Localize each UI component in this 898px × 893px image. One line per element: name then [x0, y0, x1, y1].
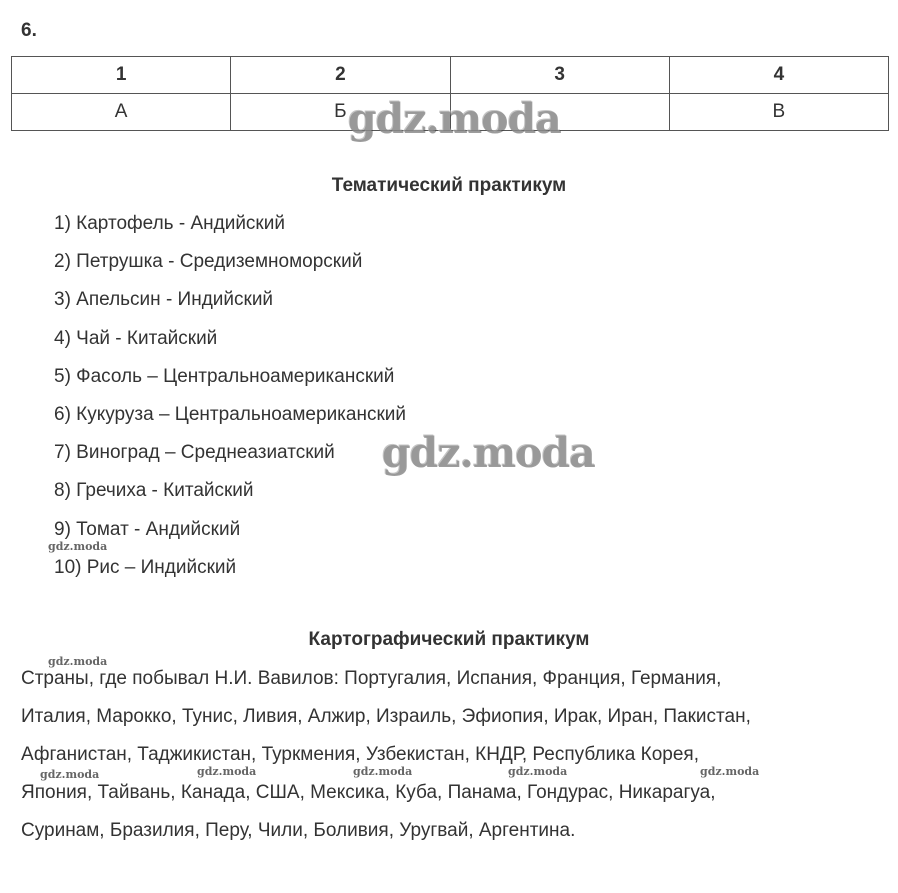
task-number: 6. — [21, 20, 37, 41]
list-item: 10) Рис – Индийский — [54, 556, 237, 578]
paragraph-line: Суринам, Бразилия, Перу, Чили, Боливия, Уругвай, Аргентина. — [21, 820, 576, 841]
answer-table-header-cell: 2 — [231, 57, 450, 94]
countries-paragraph — [21, 667, 881, 857]
answer-table-header-cell: 3 — [450, 57, 669, 94]
watermark-small: gdz.moda — [48, 655, 108, 668]
answer-table-value-cell: А — [12, 94, 231, 131]
watermark-small: gdz.moda — [508, 765, 568, 778]
list-item: 4) Чай - Китайский — [54, 327, 218, 349]
watermark-small: gdz.moda — [197, 765, 257, 778]
list-item: 7) Виноград – Среднеазиатский — [54, 442, 335, 464]
answer-table-header-row — [12, 57, 889, 94]
watermark-small: gdz.moda — [40, 768, 100, 781]
watermark: gdz.moda — [381, 428, 594, 476]
list-item: 5) Фасоль – Центральноамериканский — [54, 365, 395, 387]
cartographic-title: Картографический практикум — [308, 629, 590, 650]
list-item: 3) Апельсин - Индийский — [54, 289, 274, 311]
answer-table-header-cell: 4 — [669, 57, 888, 94]
watermark-small: gdz.moda — [48, 540, 108, 553]
watermark-small: gdz.moda — [700, 765, 760, 778]
answer-table-header-cell: 1 — [12, 57, 231, 94]
watermark: gdz.moda — [347, 94, 560, 142]
list-item: 1) Картофель - Андийский — [54, 213, 285, 234]
paragraph-line: Япония, Тайвань, Канада, США, Мексика, Куба, Панама, Гондурас, Никарагуа, — [21, 782, 716, 803]
list-item: 8) Гречиха - Китайский — [54, 480, 254, 502]
thematic-list — [54, 212, 406, 594]
watermark-small: gdz.moda — [353, 765, 413, 778]
paragraph-line: Италия, Марокко, Тунис, Ливия, Алжир, Израиль, Эфиопия, Ирак, Иран, Пакистан, — [21, 706, 751, 727]
list-item: 9) Томат - Андийский — [54, 518, 241, 540]
thematic-title: Тематический практикум — [331, 175, 567, 196]
answer-table-value-cell: Б — [231, 94, 450, 131]
answer-table-value-cell: В — [669, 94, 888, 131]
paragraph-line: Страны, где побывал Н.И. Вавилов: Португалия, Испания, Франция, Германия, — [21, 668, 722, 689]
list-item: 6) Кукуруза – Центральноамериканский — [54, 403, 407, 425]
list-item: 2) Петрушка - Средиземноморский — [54, 251, 363, 273]
paragraph-line: Афганистан, Таджикистан, Туркмения, Узбекистан, КНДР, Республика Корея, — [21, 744, 699, 765]
